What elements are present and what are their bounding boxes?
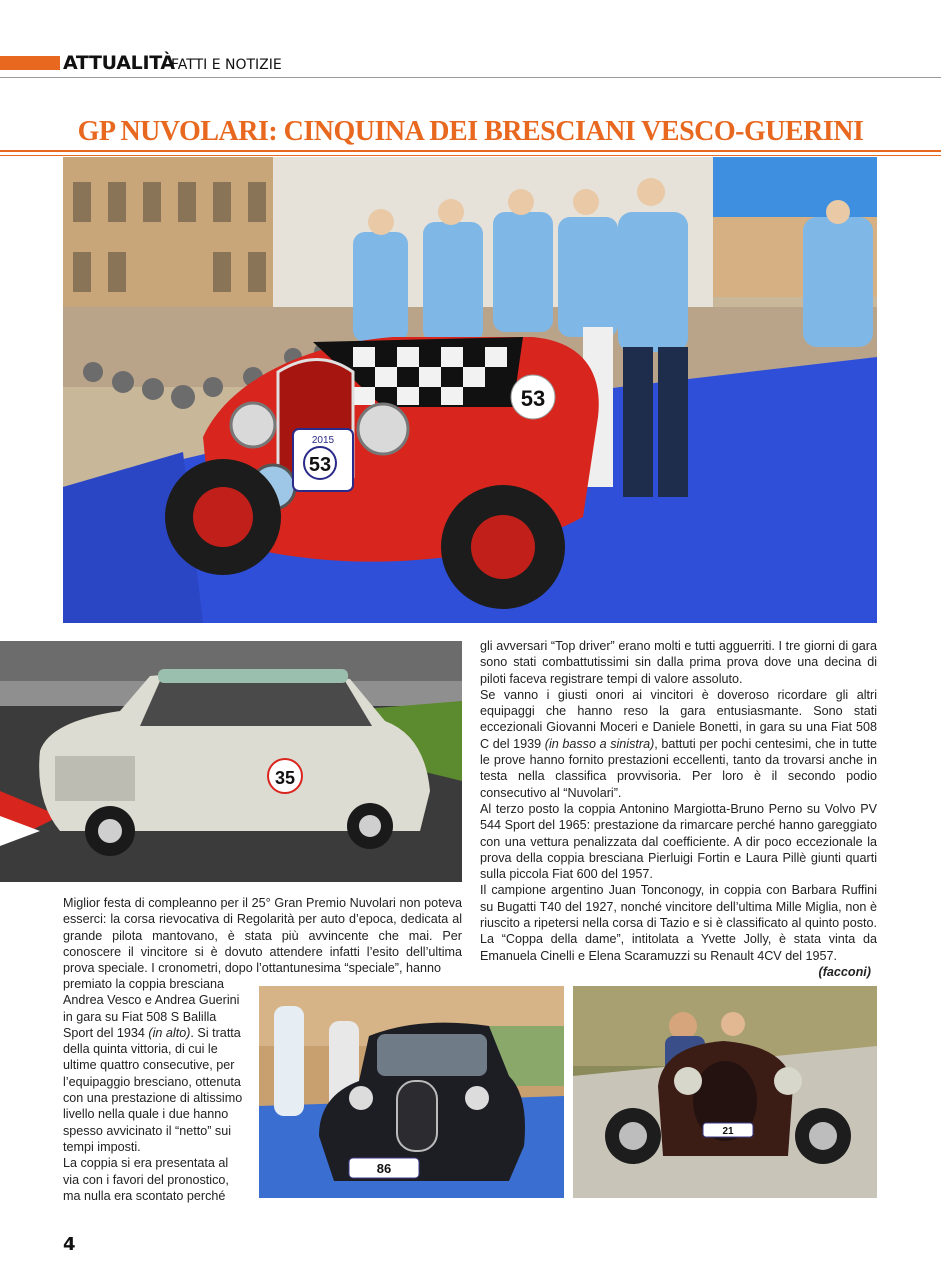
section-accent-bar: [0, 56, 60, 70]
narrow-paragraph-1-italic: (in alto): [148, 1025, 191, 1040]
fiat-508c-race-number: 86: [376, 1161, 392, 1176]
right-paragraph-2-text-end: , battuti per pochi centesimi, che in tutte le prove hanno fornito prestazioni eccellenti, tanto da trovarsi anche in testa nella classifica provvisoria. Per loro è il secondo podio consecutivo al “Nuvolari”.: [480, 736, 877, 800]
main-photo-plate-number: 53: [308, 454, 332, 476]
right-paragraph-1: gli avversari “Top driver” erano molti e tutti agguerriti. I tre giorni di gara sono stati combattutissimi sin dalla prima prova dove una decina di piloti faceva registrare tempi di valore assoluto.: [480, 639, 877, 686]
article-signature: (facconi): [818, 964, 871, 979]
right-paragraph-2: [480, 687, 877, 801]
narrow-paragraph-2: La coppia si era presentata al via con i favori del pronostico, ma nulla era scontato perché: [63, 1156, 229, 1203]
main-photo-plate-year: 2015: [311, 435, 335, 446]
bugatti-race-number: 21: [722, 1126, 734, 1137]
main-photo-side-number: 53: [520, 386, 546, 411]
main-photo: [63, 157, 877, 623]
fiat-508c-photo: [259, 986, 564, 1198]
section-title: ATTUALITÀ: [63, 52, 175, 74]
narrow-paragraph-1-text-end: . Si tratta della quinta vittoria, di cui le ultime quattro consecutive, per l’equipaggio bresciano, ottenuta con una prestazione di altissimo livello nella quale i due hanno spesso avvicinato il “netto” sui tempi imposti.: [63, 1025, 243, 1154]
fiat-race-photo: [0, 641, 462, 882]
narrow-paragraph-1-text: premiato la coppia bresciana Andrea Vesco e Andrea Guerini in gara su Fiat 508 S Balilla Sport del 1934: [63, 977, 240, 1040]
narrow-paragraph-1: [63, 976, 243, 1155]
article-right-column: [480, 638, 877, 980]
page-number: 4: [63, 1234, 76, 1255]
header-divider: [0, 77, 941, 78]
right-paragraph-2-italic: (in basso a sinistra): [544, 736, 655, 751]
bugatti-photo: [573, 986, 877, 1198]
headline-divider: [0, 150, 941, 156]
article-narrow-column: [63, 976, 243, 1204]
lead-paragraph: Miglior festa di compleanno per il 25° Gran Premio Nuvolari non poteva esserci: la corsa rievocativa di Regolarità per auto d’epoca, dedicata al grande pilota mantovano, è stata più avvincente che mai. Per conoscere il vincitore si è dovuto attendere infatti l’esito dell’ultima prova speciale. I cronometri, dopo l’ottantunesima “speciale”, hanno: [63, 896, 462, 976]
article-lead: [63, 895, 462, 976]
article-headline: GP NUVOLARI: CINQUINA DEI BRESCIANI VESCO-GUERINI: [77, 116, 864, 147]
section-subtitle: FATTI E NOTIZIE: [171, 57, 282, 73]
right-paragraph-4: Il campione argentino Juan Tonconogy, in coppia con Barbara Ruffini su Bugatti T40 del 1927, nonché vincitore dell’ultima Mille Miglia, non è riuscito a ripetersi nella corsa di Tazio e si è classificato al quinto posto. La “Coppa della dame”, intitolata a Yvette Jolly, è stata vinta da Emanuela Cinelli e Elena Scaramuzzi su Renault 4CV del 1957.: [480, 883, 877, 963]
right-paragraph-3: Al terzo posto la coppia Antonino Margiotta-Bruno Perno su Volvo PV 544 Sport del 1965: prestazione da rimarcare perché hanno gareggiato con una vettura penalizzata dal coefficiente. A dir poco eccezionale la prova della coppia bresciana Pierluigi Fortin e Laura Pillè giunti quarti sulla piccola Fiat 600 del 1957.: [480, 801, 877, 882]
right-paragraph-2-text: Se vanno i giusti onori ai vincitori è doveroso ricordare gli altri equipaggi che hanno reso la gara entusiasmante. Sono stati eccezionali Giovanni Moceri e Daniele Bonetti, in gara su una Fiat 508 C del 1939: [480, 687, 877, 751]
fiat-race-number: 35: [274, 768, 296, 788]
